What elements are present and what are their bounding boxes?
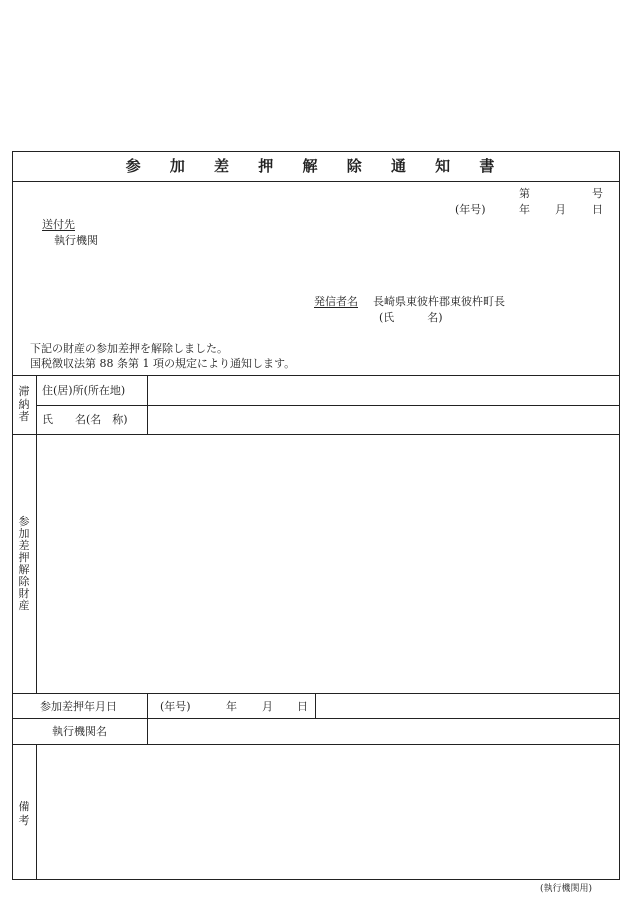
agency-field[interactable] [148, 719, 619, 744]
seizure-date-era: (年号) [160, 700, 191, 713]
recipient-value: 執行機関 [54, 234, 98, 247]
seizure-date-year: 年 [226, 700, 237, 713]
seizure-date-month: 月 [262, 700, 273, 713]
body-text-line-1: 下記の財産の参加差押を解除しました。 [30, 342, 228, 355]
sender-label: 発信者名 [314, 295, 358, 308]
seizure-date-label: 参加差押年月日 [40, 700, 117, 713]
seizure-date-day: 日 [297, 700, 308, 713]
remarks-field[interactable] [37, 745, 619, 878]
property-field[interactable] [37, 435, 619, 693]
sender-name-line: (氏 名) [379, 311, 443, 324]
recipient-label: 送付先 [42, 218, 75, 231]
divider-date-end [315, 693, 316, 719]
address-field[interactable] [148, 376, 619, 405]
name-field[interactable] [148, 406, 619, 434]
divider-side-col-delinquent [36, 375, 37, 435]
number-dai: 第 [519, 187, 530, 200]
remarks-side-label: 備 考 [18, 800, 30, 827]
agency-label: 執行機関名 [52, 725, 107, 738]
number-go: 号 [592, 187, 603, 200]
name-label: 氏 名(名 称) [42, 413, 128, 426]
document-title: 参 加 差 押 解 除 通 知 書 [125, 157, 507, 175]
header-month: 月 [555, 203, 566, 216]
address-label: 住(居)所(所在地) [42, 384, 126, 397]
divider-title [12, 181, 620, 182]
header-day: 日 [592, 203, 603, 216]
property-side-label: 参 加 差 押 解 除 財 産 [18, 515, 30, 612]
seizure-date-field[interactable] [148, 694, 315, 718]
header-year: 年 [519, 203, 530, 216]
delinquent-side-label: 滞 納 者 [18, 385, 30, 423]
divider-property-bottom [12, 693, 620, 694]
footer-note: (執行機関用) [540, 884, 593, 894]
sender-value: 長崎県東彼杵郡東彼杵町長 [373, 295, 505, 308]
body-text-line-2: 国税徴収法第 88 条第 1 項の規定により通知します。 [30, 357, 296, 370]
header-era: (年号) [455, 203, 486, 216]
